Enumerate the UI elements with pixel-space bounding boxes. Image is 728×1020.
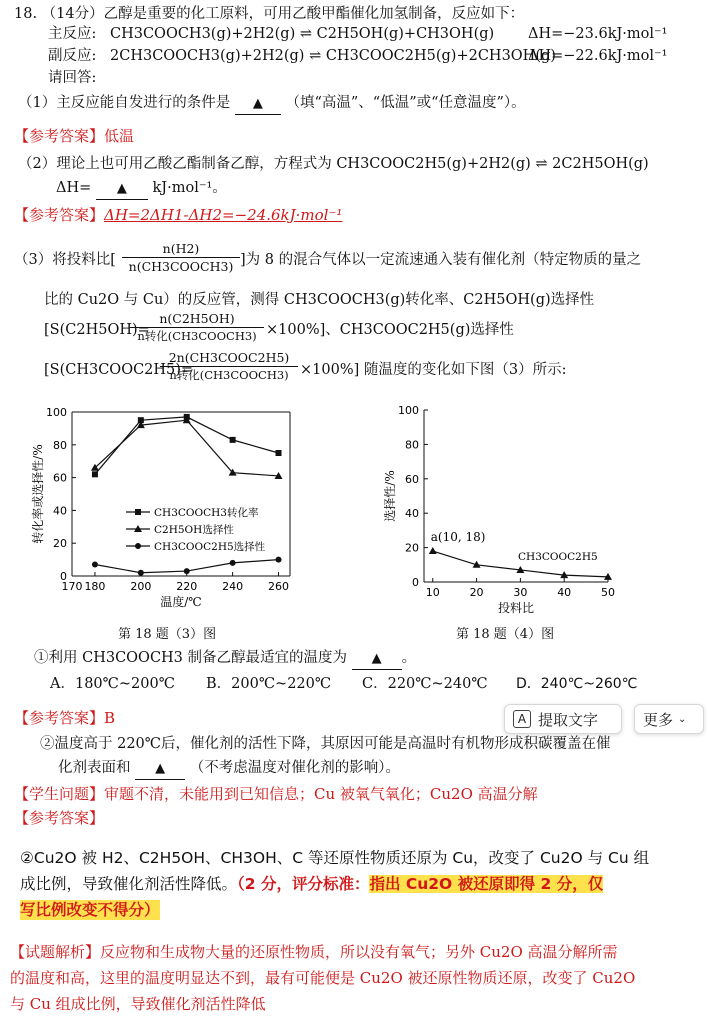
question-1-text: （1）主反应能自发进行的条件是 xyxy=(18,95,231,111)
fraction-denominator: n转化(CH3COOCH3) xyxy=(137,329,257,343)
answer-3-2-line2 xyxy=(20,874,603,894)
main-reaction-equation: CH3COOCH3(g)+2H2(g) ⇌ C2H5OH(g)+CH3OH(g) xyxy=(110,26,495,42)
legend-label: CH3COOC2H5选择性 xyxy=(154,541,266,553)
analysis-line2: 的温度和高，这里的温度明显达不到，最有可能便是 Cu2O 被还原性物质还原，改变了 Cu2O xyxy=(10,969,636,987)
data-point xyxy=(230,437,236,443)
dh-unit: kJ·mol⁻¹。 xyxy=(152,180,227,196)
data-point xyxy=(138,570,144,576)
sel2-post: ×100%] 随温度的变化如下图（3）所示: xyxy=(300,362,567,378)
main-reaction-dh: ΔH=−23.6kJ·mol⁻¹ xyxy=(528,26,668,42)
fraction-numerator: n(C2H5OH) xyxy=(130,311,264,328)
data-point xyxy=(429,547,437,554)
y-tick-label: 60 xyxy=(53,471,67,485)
question-header: 18. （14分）乙醇是重要的化工原料，可用乙酸甲酯催化加氢制备，反应如下： xyxy=(14,6,525,22)
y-axis-label: 转化率或选择性/% xyxy=(31,444,45,544)
y-tick-label: 100 xyxy=(46,406,67,419)
x-tick-label: 40 xyxy=(557,586,572,599)
y-tick-label: 0 xyxy=(60,570,67,583)
data-point xyxy=(230,560,236,566)
x-tick-label: 170 xyxy=(61,580,83,593)
x-tick-label: 260 xyxy=(268,580,290,593)
x-tick-label: 220 xyxy=(176,580,198,593)
more-button[interactable] xyxy=(634,704,704,734)
answer-tag: 【参考答案】 xyxy=(14,127,105,145)
student-issue xyxy=(14,784,538,804)
y-axis-label: 选择性/% xyxy=(383,470,397,522)
answer-3-1-text: B xyxy=(104,709,116,727)
question-3-1-text: ①利用 CH3COOCH3 制备乙醇最适宜的温度为 xyxy=(34,650,348,666)
data-point xyxy=(92,562,98,568)
analysis-line3: 与 Cu 组成比例，导致催化剂活性降低 xyxy=(10,995,266,1013)
legend-label: C2H5OH选择性 xyxy=(154,524,234,536)
x-axis-label: 温度/℃ xyxy=(160,595,202,609)
x-tick-label: 200 xyxy=(130,580,152,593)
legend-marker xyxy=(135,543,141,549)
series-line xyxy=(95,420,279,476)
question-3-line2: 比的 Cu2O 与 Cu）的反应管，测得 CH3COOCH3(g)转化率、C2H5OH(g)选择性 xyxy=(44,292,595,308)
blank-1: ▲ xyxy=(235,94,281,115)
question-3-1-end: 。 xyxy=(401,650,417,666)
question-3-2: ②温度高于 220℃后，催化剂的活性下降，其原因可能是高温时有机物形成积碳覆盖在催 xyxy=(40,736,611,752)
question-3-2-b: 化剂表面和 xyxy=(58,760,131,776)
y-tick-label: 40 xyxy=(405,507,419,521)
x-tick-label: 10 xyxy=(425,586,440,599)
y-tick-label: 100 xyxy=(398,404,419,417)
figure-4-caption: 第 18 题（4）图 xyxy=(456,627,555,642)
fraction-denominator: n(CH3COOCH3) xyxy=(128,259,234,274)
legend-marker xyxy=(135,509,141,515)
sel1-post: ×100%]、CH3COOC2H5(g)选择性 xyxy=(266,322,514,338)
question-3-2-line2 xyxy=(58,758,400,780)
question-3-1 xyxy=(34,648,416,670)
answer-3-2-b: 成比例，导致催化剂活性降低。 xyxy=(20,875,238,893)
side-reaction-dh: ΔH=−22.6kJ·mol⁻¹ xyxy=(528,48,668,64)
chevron-down-icon: ⌄ xyxy=(678,713,687,725)
option-c: C．220℃~240℃ xyxy=(362,676,488,692)
analysis-line1 xyxy=(10,942,618,962)
extract-text-label: 提取文字 xyxy=(538,710,599,729)
feed-ratio-fraction xyxy=(122,240,240,275)
answer-tag: 【参考答案】 xyxy=(14,206,105,224)
data-point xyxy=(184,568,190,574)
x-tick-label: 50 xyxy=(601,586,615,599)
y-tick-label: 0 xyxy=(412,576,419,589)
option-d: D．240℃~260℃ xyxy=(516,676,638,692)
y-tick-label: 80 xyxy=(53,438,67,452)
question-3-2-c: （不考虑温度对催化剂的影响）。 xyxy=(189,760,400,776)
grading-criteria-2: 写比例改变不得分） xyxy=(20,901,160,919)
data-point xyxy=(276,450,282,456)
y-tick-label: 20 xyxy=(405,541,419,555)
extract-text-button[interactable] xyxy=(504,704,622,734)
figure-3-svg xyxy=(28,400,318,618)
point-annotation: a(10, 18) xyxy=(430,530,486,545)
sel1-fraction xyxy=(130,311,264,344)
text-scan-icon: A xyxy=(513,710,531,728)
dh-prefix: ΔH= xyxy=(56,180,92,196)
x-tick-label: 240 xyxy=(222,580,244,593)
sel2-fraction xyxy=(160,349,298,384)
figure-3-caption: 第 18 题（3）图 xyxy=(118,627,217,642)
answer-1 xyxy=(14,126,134,146)
x-tick-label: 20 xyxy=(469,586,484,599)
question-1-tail: （填“高温”、“低温”或“任意温度”）。 xyxy=(285,95,526,111)
series-label: CH3COOC2H5 xyxy=(518,551,598,563)
question-3-a: （3）将投料比[ xyxy=(14,252,116,268)
y-tick-label: 80 xyxy=(405,438,419,452)
score-note: （2 分，评分标准： xyxy=(237,875,370,893)
fraction-denominator: n转化(CH3COOCH3) xyxy=(169,368,289,382)
answer-tag: 【参考答案】 xyxy=(14,709,105,727)
student-issue-text: 审题不清，未能用到已知信息；Cu 被氧气氧化；Cu2O 高温分解 xyxy=(104,785,538,803)
answer-3-1 xyxy=(14,708,115,728)
x-tick-label: 180 xyxy=(84,580,106,593)
sel2-pre: [S(CH3COOC2H5)= xyxy=(44,362,194,378)
side-reaction-label: 副反应: xyxy=(48,48,97,64)
side-reaction-equation: 2CH3COOCH3(g)+2H2(g) ⇌ CH3COOC2H5(g)+2CH3OH(g) xyxy=(110,48,556,64)
y-tick-label: 60 xyxy=(405,472,419,486)
fraction-numerator: 2n(CH3COOC2H5) xyxy=(160,349,298,367)
data-point xyxy=(276,557,282,563)
sel1-pre: [S(C2H5OH)= xyxy=(44,322,150,338)
x-tick-label: 30 xyxy=(513,586,528,599)
answer-3-2-line1: ②Cu2O 被 H2、C2H5OH、CH3OH、C 等还原性物质还原为 Cu，改变了 Cu2O 与 Cu 组 xyxy=(20,849,650,867)
blank-3-2: ▲ xyxy=(135,759,185,780)
more-label: 更多 xyxy=(643,710,674,729)
figure-4-chart xyxy=(372,400,622,618)
grading-criteria-1: 指出 Cu2O 被还原即得 2 分，仅 xyxy=(369,875,604,893)
blank-2: ▲ xyxy=(96,179,148,200)
question-1 xyxy=(18,93,526,115)
answer-2-text: ΔH=2ΔH1-ΔH2=−24.6kJ·mol⁻¹ xyxy=(104,206,343,224)
fraction-numerator: n(H2) xyxy=(122,240,240,258)
answer-2 xyxy=(14,205,342,225)
x-axis-label: 投料比 xyxy=(497,601,535,615)
data-point xyxy=(92,471,98,477)
y-tick-label: 20 xyxy=(53,537,67,551)
answer-3-2-tag: 【参考答案】 xyxy=(14,809,105,827)
answer-1-text: 低温 xyxy=(104,127,135,145)
answer-prompt: 请回答: xyxy=(48,70,97,86)
y-tick-label: 40 xyxy=(53,504,67,518)
option-b: B．200℃~220℃ xyxy=(206,676,332,692)
analysis-tag: 【试题解析】 xyxy=(10,943,101,961)
series-line xyxy=(95,417,279,474)
blank-3-1: ▲ xyxy=(352,649,402,670)
figure-4-svg xyxy=(372,400,622,618)
question-3-b: ]为 8 的混合气体以一定流速通入装有催化剂（特定物质的量之 xyxy=(240,252,642,268)
student-tag: 【学生问题】 xyxy=(14,785,105,803)
figure-3-chart xyxy=(28,400,318,618)
main-reaction-label: 主反应: xyxy=(48,26,97,42)
option-a: A．180℃~200℃ xyxy=(50,676,175,692)
analysis-text-1: 反应物和生成物大量的还原性物质，所以没有氧气；另外 Cu2O 高温分解所需 xyxy=(100,943,618,961)
legend-label: CH3COOCH3转化率 xyxy=(154,507,259,519)
question-2: （2）理论上也可用乙酸乙酯制备乙醇，方程式为 CH3COOC2H5(g)+2H2(g) ⇌ 2C2H5OH(g) xyxy=(18,156,649,172)
question-2-line2 xyxy=(56,178,227,200)
